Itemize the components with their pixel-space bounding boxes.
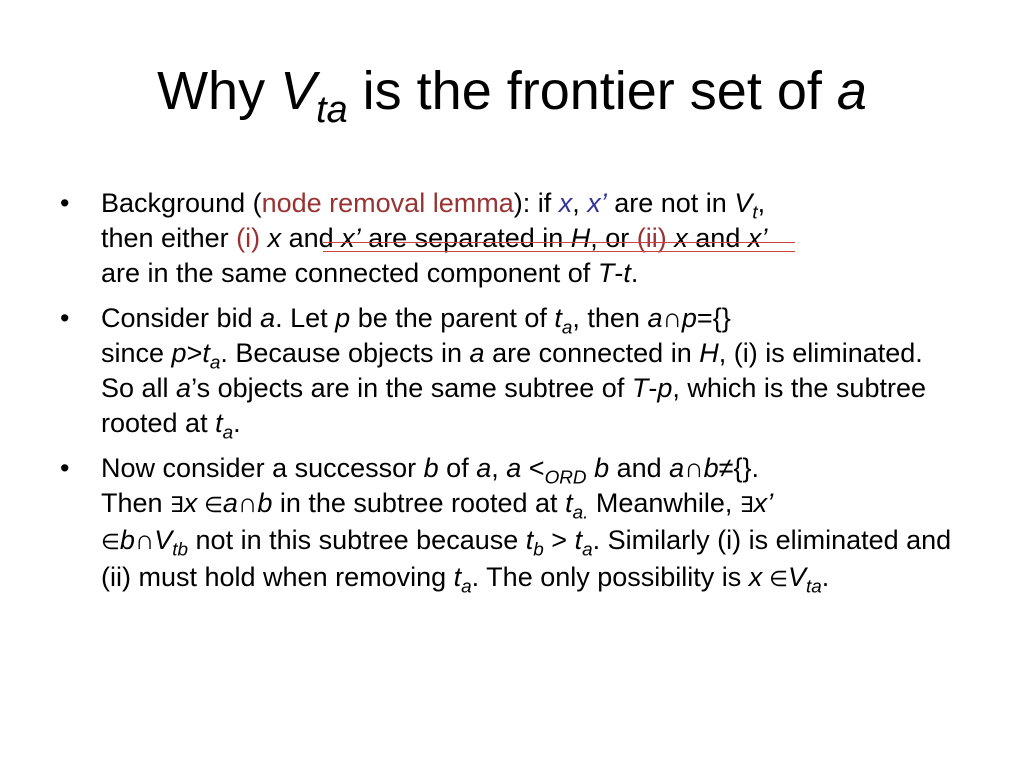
text: and [609, 453, 670, 483]
var-b: b [119, 525, 135, 555]
var-a: a [669, 453, 685, 483]
title-a: a [836, 61, 867, 121]
text [587, 453, 595, 483]
text: Now consider a successor [101, 453, 424, 483]
text: and [687, 223, 748, 253]
text: then either [101, 223, 237, 253]
text: , or [590, 223, 637, 253]
var-V: V [154, 525, 173, 555]
text: , [572, 188, 588, 218]
bullet-item-background [60, 186, 960, 291]
var-V-subscript: ta [806, 576, 822, 598]
var-a: a [476, 453, 492, 483]
var-V: V [734, 188, 753, 218]
text: . [630, 258, 639, 288]
var-x: x [674, 223, 688, 253]
text: be the parent of [350, 303, 555, 333]
var-t-subscript: a [582, 539, 593, 561]
element-of-symbol: ∈ [762, 567, 788, 592]
text: > [543, 525, 575, 555]
var-t: t [525, 525, 534, 555]
var-t-subscript: a [461, 576, 472, 598]
element-of-symbol: ∈ [101, 530, 120, 555]
text: ): if [513, 188, 559, 218]
text: Then [101, 488, 171, 518]
bullet-dot-icon: • [60, 188, 70, 218]
var-V: V [787, 562, 806, 592]
var-T: T [597, 258, 615, 288]
case-i: (i) [236, 223, 268, 253]
bullet-dot-icon: • [60, 303, 70, 333]
var-p: p [681, 303, 697, 333]
text: ≠{}. [718, 453, 759, 483]
var-t: t [554, 303, 562, 333]
var-b: b [423, 453, 439, 483]
text: . [821, 562, 830, 592]
text: are separated in [360, 223, 571, 253]
intersection-symbol: ∩ [662, 303, 682, 333]
var-b: b [594, 453, 610, 483]
text: , (i) is eliminated. So all [101, 338, 923, 403]
var-T: T [631, 373, 649, 403]
text: . [233, 408, 241, 438]
text: of [438, 453, 477, 483]
exists-symbol: ∃ [170, 493, 184, 518]
text: in the subtree rooted at [272, 488, 566, 518]
var-p: p [657, 373, 673, 403]
bullet-list [60, 186, 960, 607]
var-t: t [215, 408, 223, 438]
var-x-prime: x’ [341, 223, 361, 253]
text: , then [572, 303, 648, 333]
var-t-subscript: a [561, 317, 573, 339]
text: < [521, 453, 545, 483]
var-t-subscript: a. [572, 502, 589, 524]
intersection-symbol: ∩ [237, 488, 258, 518]
text: are in the same connected component of [101, 258, 598, 288]
element-of-symbol: ∈ [197, 493, 223, 518]
text: , which is the subtree rooted at [101, 373, 926, 438]
var-H: H [570, 223, 591, 253]
var-a: a [176, 373, 192, 403]
title-V-subscript: ta [316, 89, 348, 132]
var-a: a [222, 488, 238, 518]
var-p: p [171, 338, 187, 368]
var-t-subscript: b [533, 539, 544, 561]
var-t: t [574, 525, 583, 555]
var-a: a [647, 303, 663, 333]
text: are not in [606, 188, 735, 218]
text: . Because objects in [220, 338, 470, 368]
var-x-prime: x’ [753, 488, 774, 518]
text: since [101, 338, 172, 368]
var-t: t [623, 258, 631, 288]
var-x: x [183, 488, 198, 518]
var-t-subscript: a [209, 352, 221, 374]
text: > [186, 338, 203, 368]
text: Meanwhile, [588, 488, 740, 518]
title-V: V [280, 61, 317, 121]
text: . Let [275, 303, 336, 333]
exists-symbol: ∃ [739, 493, 754, 518]
strikethrough-line [323, 242, 795, 252]
text: - [648, 373, 658, 403]
var-V-subscript: tb [172, 539, 189, 561]
text: . Similarly (i) is eliminated and (ii) must hold when removing [101, 525, 952, 592]
bullet-dot-icon: • [60, 453, 70, 483]
text: are connected in [484, 338, 700, 368]
title-why: Why [157, 61, 281, 121]
slide-title [0, 58, 1024, 132]
text: . The only possibility is [471, 562, 749, 592]
var-p: p [335, 303, 351, 333]
var-x: x [558, 188, 573, 218]
order-subscript: ORD [544, 467, 587, 489]
var-a: a [260, 303, 276, 333]
text: and [281, 223, 342, 253]
text: not in this subtree because [188, 525, 526, 555]
lemma-name: node removal lemma [261, 188, 514, 218]
text: ={} [696, 303, 731, 333]
var-a: a [506, 453, 522, 483]
var-x: x [748, 562, 763, 592]
text: ’s objects are in the same subtree of [191, 373, 632, 403]
var-H: H [699, 338, 719, 368]
text: - [614, 258, 624, 288]
var-t: t [453, 562, 462, 592]
var-t-subscript: a [222, 422, 234, 444]
bullet-item-consider-bid [60, 301, 960, 444]
intersection-symbol: ∩ [684, 453, 704, 483]
case-ii: (ii) [636, 223, 675, 253]
var-x-prime: x’ [747, 223, 768, 253]
intersection-symbol: ∩ [134, 525, 155, 555]
var-t: t [565, 488, 573, 518]
text: , [491, 453, 507, 483]
var-b: b [703, 453, 719, 483]
text: Consider bid [101, 303, 261, 333]
text: , [757, 188, 766, 218]
var-b: b [257, 488, 273, 518]
var-a: a [469, 338, 485, 368]
title-rest: is the frontier set of [347, 61, 837, 121]
var-t: t [202, 338, 210, 368]
text: Background ( [101, 188, 262, 218]
var-x-prime: x’ [587, 188, 607, 218]
var-V-subscript: t [752, 202, 758, 224]
bullet-item-successor [60, 451, 960, 597]
var-x: x [267, 223, 282, 253]
